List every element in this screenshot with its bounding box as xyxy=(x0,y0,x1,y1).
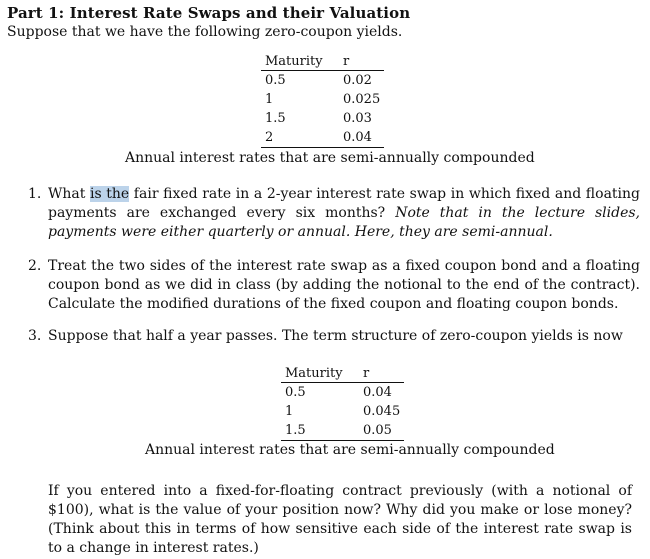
table-row xyxy=(261,90,384,109)
closing-paragraph: If you entered into a fixed-for-floating contract previously (with a notional of $100), what is the value of your position now? Why did you make or lose money? (Think about this in terms of how sensitive each side of the interest rate swap is to a change in interest rates.) xyxy=(48,483,632,556)
maturity-cell: 1 xyxy=(285,404,294,419)
rate-cell: 0.025 xyxy=(343,92,381,107)
question-2 xyxy=(28,257,640,314)
question-number: 1. xyxy=(28,186,42,202)
table-row xyxy=(281,383,404,403)
rate-cell: 0.04 xyxy=(339,128,384,148)
question-1 xyxy=(28,185,640,242)
rate-cell: 0.05 xyxy=(359,421,404,441)
text-highlight: is the xyxy=(90,186,130,202)
intro-text: Suppose that we have the following zero-coupon yields. xyxy=(7,24,403,40)
table-2-caption: Annual interest rates that are semi-annually compounded xyxy=(145,442,555,458)
maturity-header: Maturity xyxy=(261,53,339,71)
rate-header: r xyxy=(339,53,384,71)
maturity-cell: 0.5 xyxy=(285,385,306,400)
table-header-row xyxy=(261,53,384,71)
table-header-row xyxy=(281,365,404,383)
question-number: 3. xyxy=(28,328,42,344)
question-2-text: Treat the two sides of the interest rate swap as a fixed coupon bond and a floating coupon bond as we did in class (by adding the notional to the end of the contract). Calculate the modified durations of the fixed coupon and floating coupon bonds. xyxy=(48,258,640,312)
table-row xyxy=(261,128,384,148)
question-1-note: Note that in the lecture slides, payments were either quarterly or annual. Here, they are semi-annual. xyxy=(48,205,641,240)
rate-cell: 0.04 xyxy=(363,385,392,400)
maturity-cell: 1.5 xyxy=(265,111,286,126)
maturity-cell: 1 xyxy=(265,92,274,107)
question-3-text: Suppose that half a year passes. The term structure of zero-coupon yields is now xyxy=(48,328,623,344)
zero-coupon-table-1 xyxy=(261,53,384,148)
maturity-cell: 0.5 xyxy=(265,73,286,88)
table-row xyxy=(281,421,404,441)
zero-coupon-table-2 xyxy=(281,365,404,441)
question-3 xyxy=(28,327,640,346)
question-1-text: What is the fair fixed rate in a 2-year interest rate swap in which fixed and floating payments are exchanged every six months? Note that in the lecture slides, payments were either quarterly or annual. Here, they are semi-annual. xyxy=(48,186,641,240)
rate-cell: 0.03 xyxy=(343,111,372,126)
rate-cell: 0.045 xyxy=(363,404,401,419)
table-row xyxy=(281,402,404,421)
table-1-caption: Annual interest rates that are semi-annually compounded xyxy=(125,150,535,166)
maturity-cell: 2 xyxy=(261,128,339,148)
part-heading: Part 1: Interest Rate Swaps and their Valuation xyxy=(7,4,411,22)
table-row xyxy=(261,71,384,91)
question-number: 2. xyxy=(28,258,42,274)
maturity-cell: 1.5 xyxy=(281,421,359,441)
table-row xyxy=(261,109,384,128)
rate-header: r xyxy=(359,365,404,383)
rate-cell: 0.02 xyxy=(343,73,372,88)
maturity-header: Maturity xyxy=(281,365,359,383)
